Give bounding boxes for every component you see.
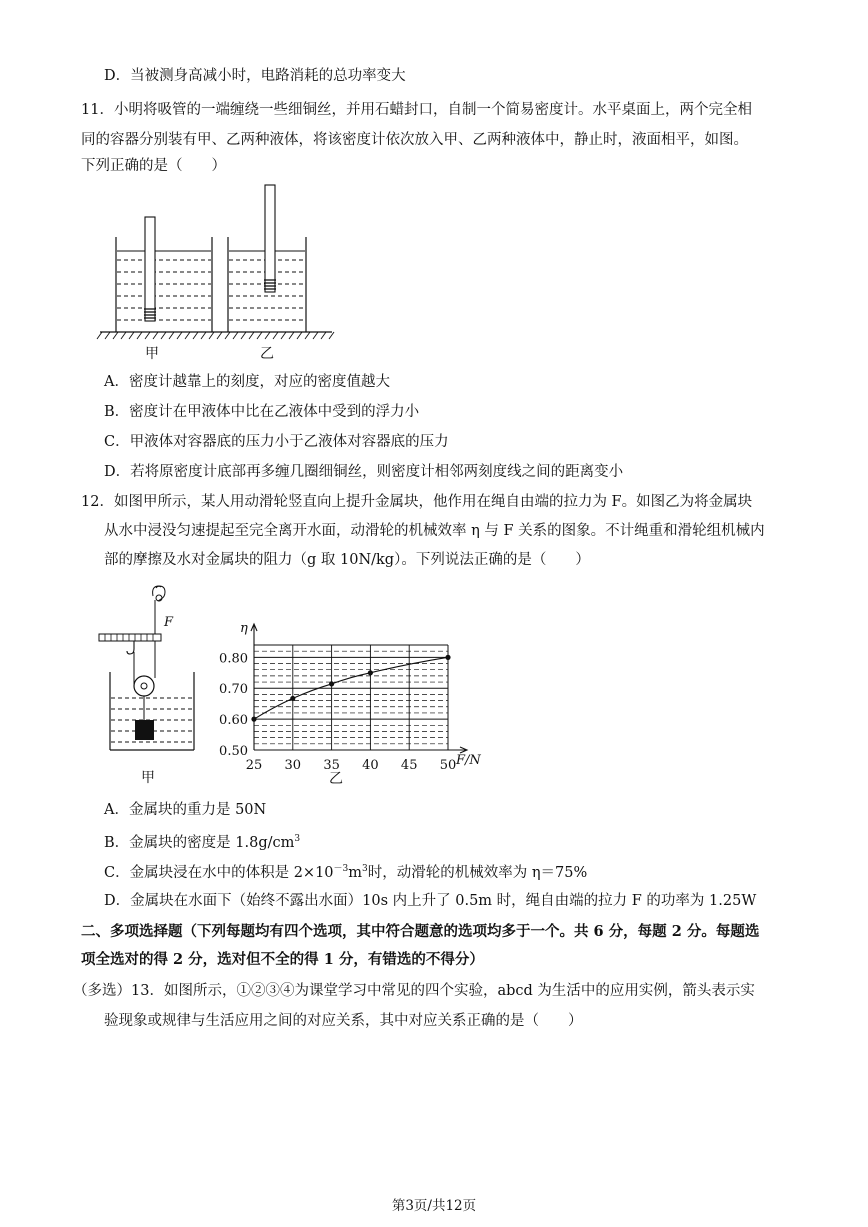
force-label: F: [164, 615, 174, 630]
q11-option-b: B．密度计在甲液体中比在乙液体中受到的浮力小: [104, 404, 420, 420]
q12-option-c-pre: C．金属块浸在水中的体积是 2×10: [104, 864, 334, 881]
q11-option-c: C．甲液体对容器底的压力小于乙液体对容器底的压力: [104, 434, 449, 450]
metal-block: [135, 720, 154, 740]
q12-option-d: D．金属块在水面下（始终不露出水面）10s 内上升了 0.5m 时，绳自由端的拉力 F 的功率为 1.25W: [104, 893, 757, 909]
q11-option-d: D．若将原密度计底部再多缠几圈细铜丝，则密度计相邻两刻度线之间的距离变小: [104, 464, 624, 480]
q12-option-c-sup2: 3: [362, 864, 368, 874]
data-point: [368, 670, 373, 675]
section2-heading-line-1: 二、多项选择题（下列每题均有四个选项，其中符合题意的选项均多于一个。共 6 分，每题 2 分。每题选: [81, 923, 760, 940]
q12-option-c: [104, 859, 587, 883]
x-tick-label: 50: [439, 758, 457, 773]
y-tick-label: 0.70: [219, 682, 248, 698]
label-jia: 甲: [145, 346, 159, 362]
efficiency-chart: [198, 617, 498, 797]
q13-stem-line-1: （多选）13．如图所示，①②③④为课堂学习中常见的四个实验，abcd 为生活中的应用实例，箭头表示实: [73, 983, 755, 999]
q12-stem-line-3: 部的摩擦及水对金属块的阻力（g 取 10N/kg）。下列说法正确的是（ ）: [104, 552, 590, 568]
data-point: [251, 717, 256, 722]
ceiling-beam: [99, 634, 161, 641]
q11-stem-line-1: 11．小明将吸管的一端缠绕一些细铜丝，并用石蜡封口，自制一个简易密度计。水平桌面上，两个完全相: [81, 102, 752, 118]
q11-hydrometer-figure: [96, 182, 336, 362]
x-tick-label: 30: [284, 758, 302, 773]
section2-heading-line-2: 项全选对的得 2 分，选对但不全的得 1 分，有错选的不得分）: [81, 951, 484, 968]
page-footer: 第3页/共12页: [391, 1198, 477, 1214]
q12-option-c-sup1: －3: [333, 864, 349, 874]
x-axis-label: F/N: [456, 753, 481, 768]
q12-stem-line-2: 从水中浸没匀速提起至完全离开水面，动滑轮的机械效率 η 与 F 关系的图象。不计绳重和滑轮组机械内: [104, 523, 765, 539]
data-point: [290, 696, 295, 701]
data-point: [329, 681, 334, 686]
q12-option-b-text: B．金属块的密度是 1.8g/cm: [104, 834, 295, 851]
q11-stem-line-3: 下列正确的是（ ）: [81, 158, 226, 174]
liquid-jia: [117, 260, 211, 320]
q11-option-a: A．密度计越靠上的刻度，对应的密度值越大: [104, 374, 390, 390]
x-tick-label: 35: [323, 758, 340, 773]
table-hatching: [97, 332, 334, 339]
y-tick-label: 0.60: [219, 713, 248, 729]
q11-stem-line-2: 同的容器分别装有甲、乙两种液体，将该密度计依次放入甲、乙两种液体中，静止时，液面相平，如图。: [81, 132, 748, 148]
y-tick-label: 0.80: [219, 651, 248, 667]
x-tick-label: 25: [245, 758, 263, 773]
q12-option-a: A．金属块的重力是 50N: [104, 802, 267, 818]
hydrometer-yi: [265, 185, 275, 292]
x-tick-label: 40: [362, 758, 379, 773]
label-yi: 乙: [260, 346, 274, 362]
chart-grid: [254, 645, 448, 750]
x-tick-label: 45: [400, 758, 418, 773]
data-point: [445, 655, 450, 660]
q12-option-c-mid: m: [348, 864, 363, 881]
q12-option-b: [104, 829, 300, 853]
q12-option-b-sup: 3: [294, 834, 301, 844]
y-axis-label: η: [240, 621, 248, 636]
hydrometer-jia: [145, 217, 155, 321]
q12-pulley-figure: [96, 582, 201, 792]
label-jia-12: 甲: [141, 770, 155, 786]
q13-stem-line-2: 验现象或规律与生活应用之间的对应关系，其中对应关系正确的是（ ）: [104, 1013, 583, 1029]
q10-option-d: D．当被测身高减小时，电路消耗的总功率变大: [104, 68, 406, 84]
q12-option-c-post: 时，动滑轮的机械效率为 η＝75%: [367, 864, 588, 881]
label-yi-12: 乙: [329, 771, 343, 787]
q12-stem-line-1: 12．如图甲所示，某人用动滑轮竖直向上提升金属块，他作用在绳自由端的拉力为 F。如图乙为将金属块: [81, 494, 753, 510]
y-tick-label: 0.50: [219, 744, 248, 759]
hand-icon: [153, 586, 165, 601]
